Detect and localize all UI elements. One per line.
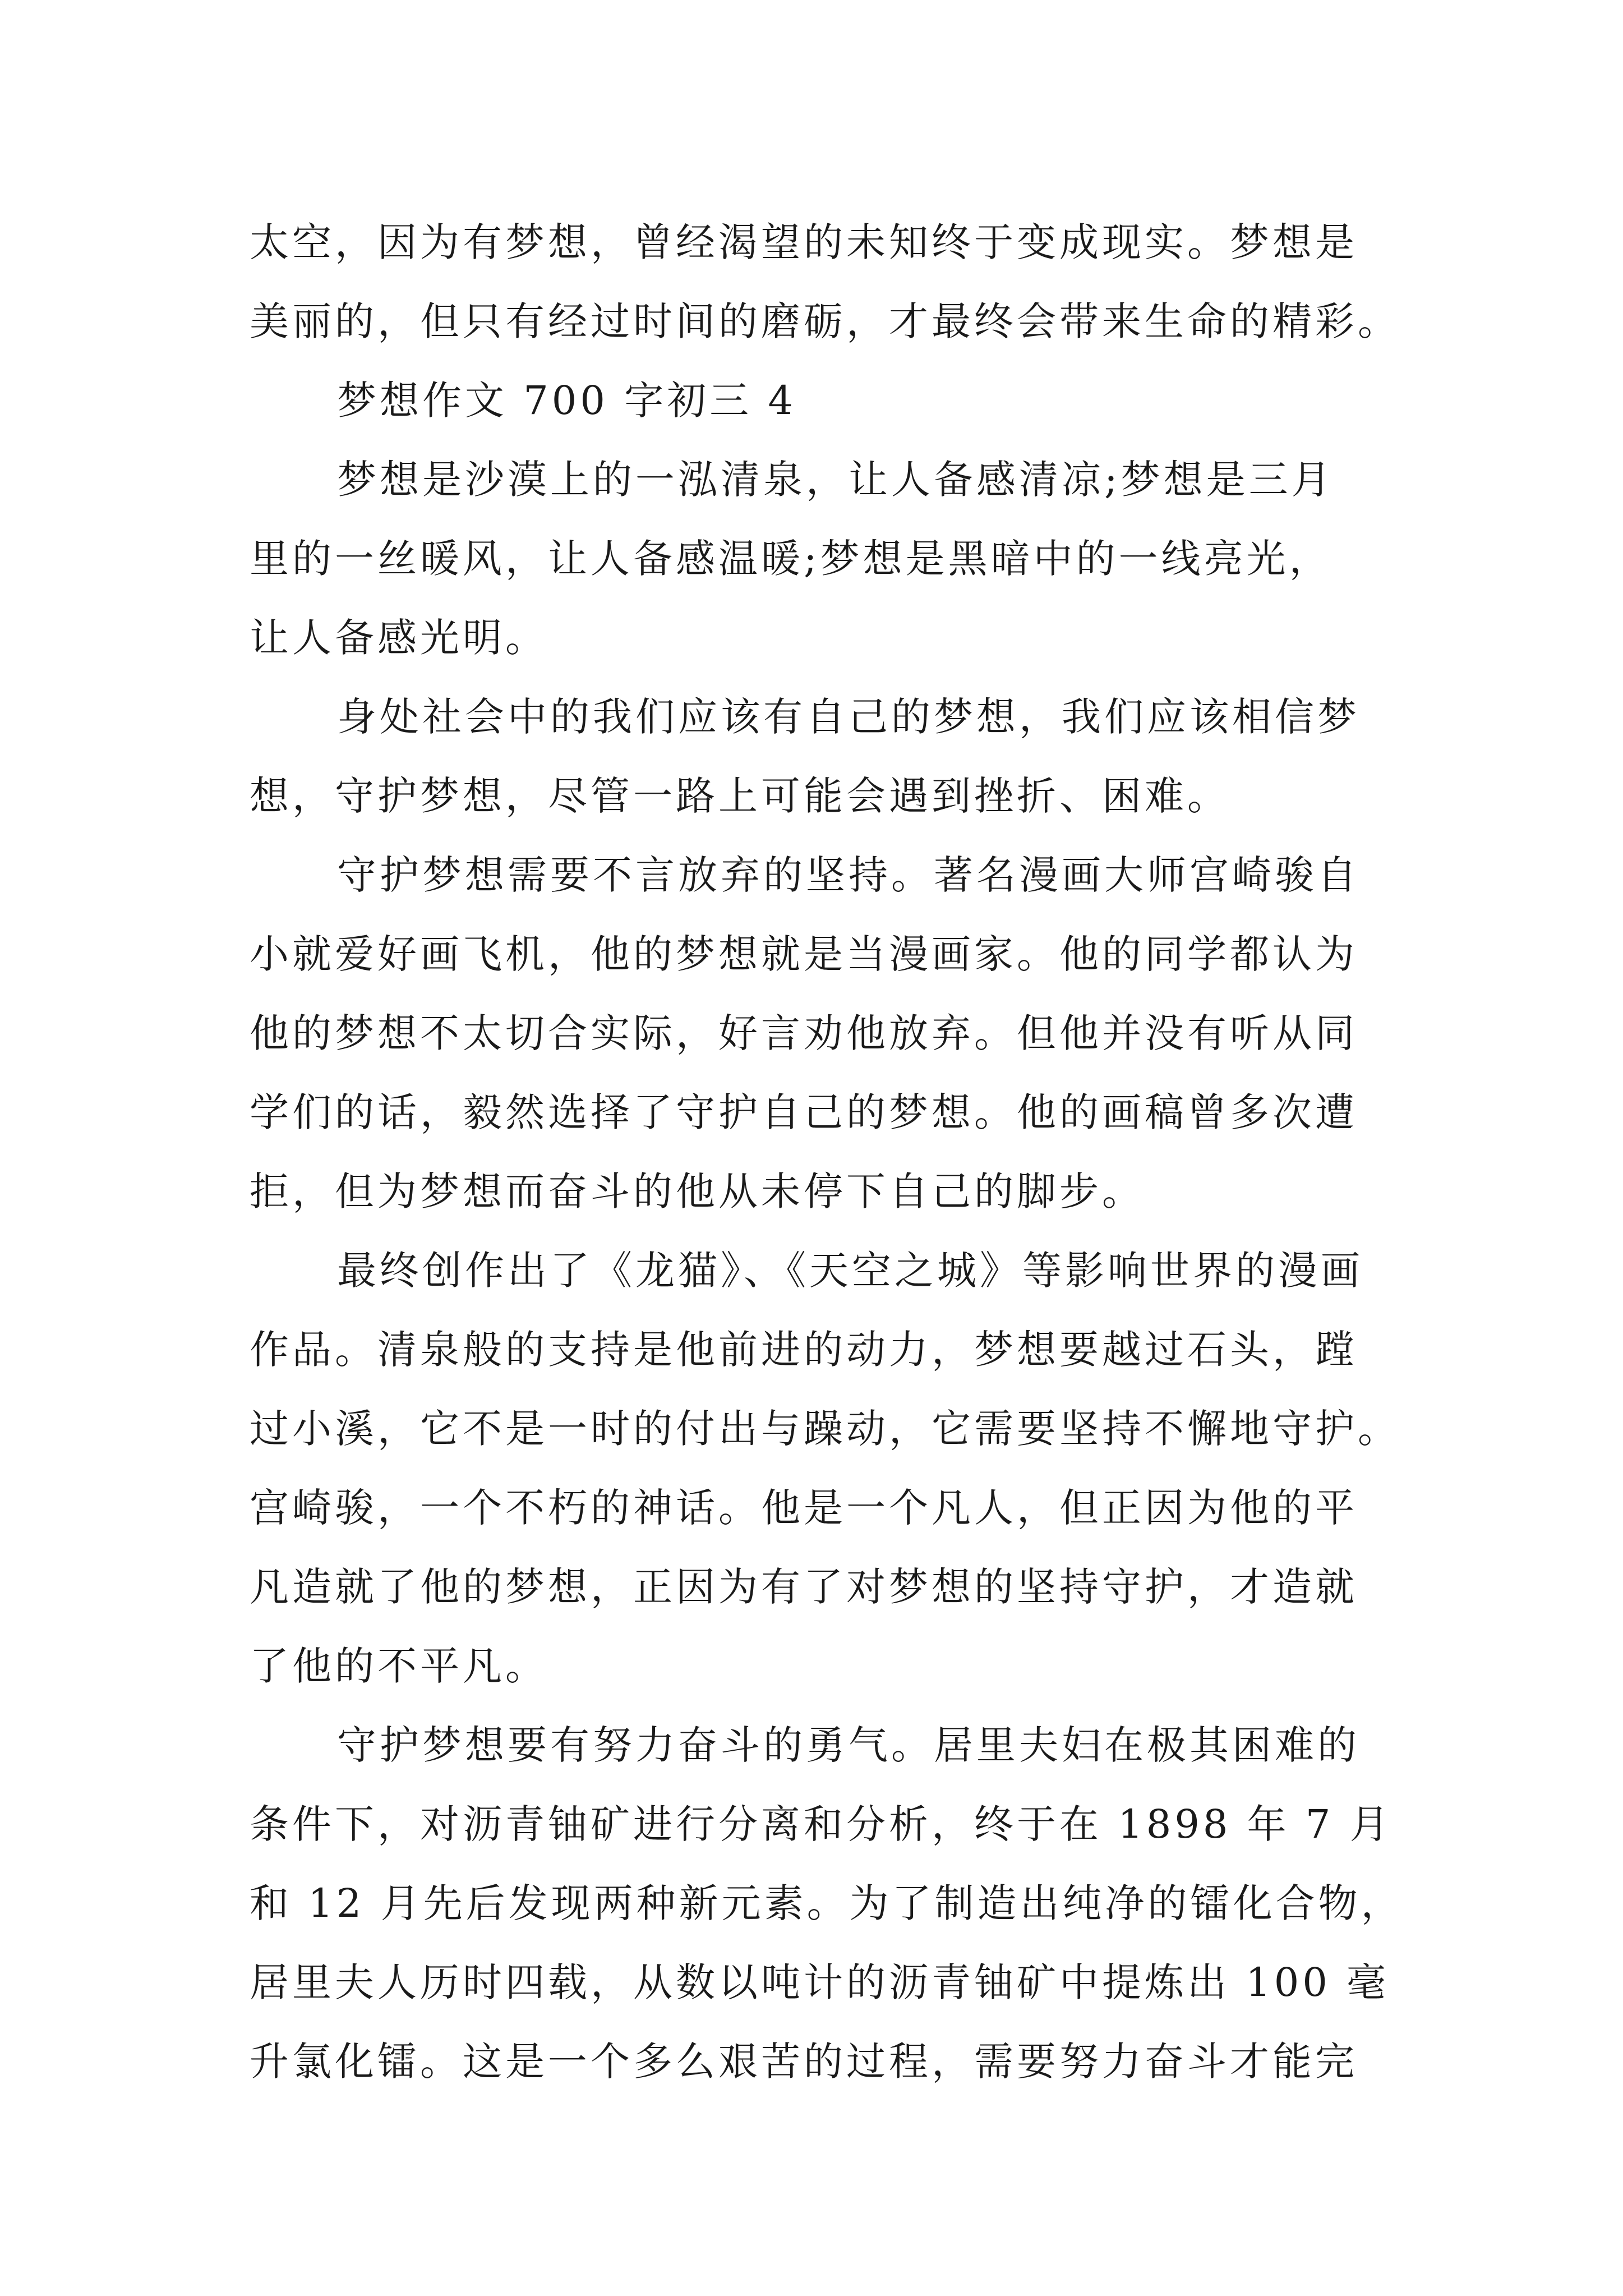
- text-line: 想，守护梦想，尽管一路上可能会遇到挫折、困难。: [250, 773, 1230, 819]
- text-line: 最终创作出了《龙猫》、《天空之城》等影响世界的漫画: [337, 1248, 1363, 1294]
- text-line: 宫崎骏，一个不朽的神话。他是一个凡人，但正因为他的平: [250, 1485, 1358, 1531]
- text-line: 守护梦想要有努力奋斗的勇气。居里夫妇在极其困难的: [337, 1722, 1360, 1768]
- text-line: 和 12 月先后发现两种新元素。为了制造出纯净的镭化合物，: [250, 1880, 1404, 1926]
- document-body: [250, 203, 1404, 2101]
- text-line: 拒，但为梦想而奋斗的他从未停下自己的脚步。: [250, 1168, 1145, 1214]
- text-line: 里的一丝暖风，让人备感温暖;梦想是黑暗中的一线亮光，: [250, 536, 1332, 582]
- section-heading: 梦想作文 700 字初三 4: [337, 378, 796, 424]
- text-line: 他的梦想不太切合实际，好言劝他放弃。但他并没有听从同: [250, 1010, 1358, 1056]
- text-line: 身处社会中的我们应该有自己的梦想，我们应该相信梦: [337, 694, 1360, 740]
- text-line: 学们的话，毅然选择了守护自己的梦想。他的画稿曾多次遭: [250, 1089, 1358, 1135]
- text-line: 守护梦想需要不言放弃的坚持。著名漫画大师宫崎骏自: [337, 852, 1360, 898]
- text-line: 凡造就了他的梦想，正因为有了对梦想的坚持守护，才造就: [250, 1564, 1358, 1610]
- text-line: 过小溪，它不是一时的付出与躁动，它需要坚持不懈地守护。: [250, 1406, 1400, 1452]
- text-line: 了他的不平凡。: [250, 1643, 548, 1689]
- text-line: 美丽的，但只有经过时间的磨砺，才最终会带来生命的精彩。: [250, 298, 1400, 344]
- text-line: 条件下，对沥青铀矿进行分离和分析，终于在 1898 年 7 月: [250, 1801, 1393, 1847]
- text-line: 作品。清泉般的支持是他前进的动力，梦想要越过石头，蹚: [250, 1327, 1358, 1373]
- text-line: 梦想是沙漠上的一泓清泉，让人备感清凉;梦想是三月: [337, 457, 1334, 503]
- text-line: 让人备感光明。: [250, 615, 548, 661]
- text-line: 居里夫人历时四载，从数以吨计的沥青铀矿中提炼出 100 毫: [250, 1959, 1390, 2005]
- text-line: 太空，因为有梦想，曾经渴望的未知终于变成现实。梦想是: [250, 219, 1358, 265]
- text-line: 小就爱好画飞机，他的梦想就是当漫画家。他的同学都认为: [250, 931, 1358, 977]
- text-line: 升氯化镭。这是一个多么艰苦的过程，需要努力奋斗才能完: [250, 2039, 1358, 2085]
